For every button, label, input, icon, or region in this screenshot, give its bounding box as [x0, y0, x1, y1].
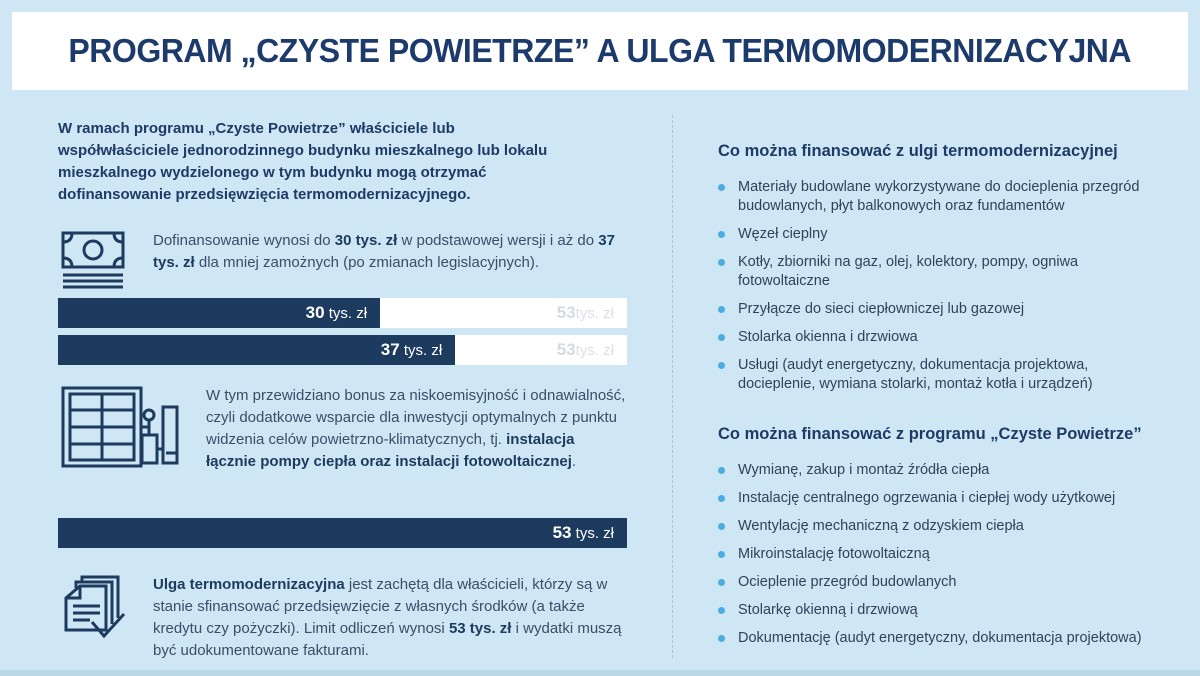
- relief-note-row: [58, 574, 627, 662]
- list-item: [718, 178, 1160, 216]
- list-item: [718, 300, 1160, 319]
- list-item-text: Instalację centralnego ogrzewania i ciepłej wody użytkowej: [738, 490, 1116, 506]
- bullet-icon: [718, 259, 725, 266]
- funding-note-text: Dofinansowanie wynosi do 30 tys. zł w podstawowej wersji i aż do 37 tys. zł dla mniej zamożnych (po zmianach legislacyjnych).: [153, 232, 615, 271]
- bullet-icon: [718, 334, 725, 341]
- list-item-text: Ocieplenie przegród budowlanych: [738, 574, 957, 590]
- list-item: [718, 328, 1160, 347]
- list-item-text: Usługi (audyt energetyczny, dokumentacja projektowa, docieplenie, wymiana stolarki, montaż kotła i urządzeń): [738, 357, 1093, 392]
- bar-limit-fill: [58, 518, 627, 548]
- bar-limit-label: 53 tys. zł: [552, 523, 614, 542]
- section-program: [718, 425, 1160, 648]
- list-item: [718, 253, 1160, 291]
- banknote-icon: [58, 230, 153, 290]
- bar-raised-track: [58, 335, 627, 365]
- list-item-text: Dokumentację (audyt energetyczny, dokumentacja projektowa): [738, 630, 1142, 646]
- bonus-note-text: W tym przewidziano bonus za niskoemisyjność i odnawialność, czyli dodatkowe wsparcie dla inwestycji optymalnych z punktu widzenia celów powietrzno-klimatycznych, tj. instalacja łącznie pompy ciepła oraz instalacji fotowoltaicznej.: [206, 387, 626, 470]
- right-column: [718, 90, 1160, 676]
- list-item: [718, 601, 1160, 620]
- list-item: [718, 517, 1160, 536]
- list-item-text: Stolarkę okienną i drzwiową: [738, 602, 918, 618]
- list-item: [718, 489, 1160, 508]
- list-item-text: Kotły, zbiorniki na gaz, olej, kolektory, pompy, ogniwa fotowoltaiczne: [738, 254, 1079, 289]
- bar-raised-fill: [58, 335, 455, 365]
- bullet-icon: [718, 467, 725, 474]
- bullet-icon: [718, 579, 725, 586]
- documents-check-icon: [58, 574, 153, 644]
- bar-basic-max-label: 53 tys. zł: [556, 303, 614, 322]
- funding-note-row: [58, 230, 627, 290]
- bullet-icon: [718, 362, 725, 369]
- left-column: [58, 90, 627, 676]
- content: [0, 90, 1200, 676]
- list-item-text: Mikroinstalację fotowoltaiczną: [738, 546, 930, 562]
- bullet-icon: [718, 523, 725, 530]
- section-program-list: [718, 461, 1160, 648]
- bar-basic-fill: [58, 298, 380, 328]
- bar-basic-label: 30 tys. zł: [305, 303, 368, 322]
- list-item: [718, 629, 1160, 648]
- bar-raised-max-label: 53 tys. zł: [556, 340, 614, 359]
- bar-limit-track: [58, 518, 627, 548]
- bullet-icon: [718, 231, 725, 238]
- bullet-icon: [718, 306, 725, 313]
- solar-heatpump-icon: [58, 385, 206, 471]
- list-item: [718, 356, 1160, 394]
- list-item-text: Wymianę, zakup i montaż źródła ciepła: [738, 462, 990, 478]
- list-item: [718, 573, 1160, 592]
- funding-bars: [58, 298, 627, 365]
- page-title: PROGRAM „CZYSTE POWIETRZE” A ULGA TERMOMODERNIZACYJNA: [68, 32, 1132, 69]
- list-item-text: Wentylację mechaniczną z odzyskiem ciepła: [738, 518, 1024, 534]
- bottom-strip: [0, 670, 1200, 676]
- section-program-heading: Co można finansować z programu „Czyste Powietrze”: [718, 425, 1142, 443]
- section-ulga: [718, 142, 1160, 394]
- list-item-text: Przyłącze do sieci ciepłowniczej lub gazowej: [738, 301, 1025, 317]
- relief-note-text: Ulga termomodernizacyjna jest zachętą dla właścicieli, którzy są w stanie sfinansować przedsięwzięcie z własnych środków (a także kredytu czy pożyczki). Limit odliczeń wynosi 53 tys. zł i wydatki muszą być udokumentowane fakturami.: [153, 576, 622, 659]
- bullet-icon: [718, 551, 725, 558]
- list-item: [718, 545, 1160, 564]
- header-bar: [12, 12, 1188, 90]
- list-item: [718, 461, 1160, 480]
- bullet-icon: [718, 184, 725, 191]
- intro-paragraph: W ramach programu „Czyste Powietrze” właściciele lub współwłaściciele jednorodzinnego budynku mieszkalnego lub lokalu mieszkalnego wydzielonego w tym budynku mogą otrzymać dofinansowanie przedsięwzięcia termomodernizacyjnego.: [58, 120, 548, 203]
- list-item-text: Materiały budowlane wykorzystywane do docieplenia przegród budowlanych, płyt balkonowych oraz fundamentów: [738, 179, 1140, 214]
- section-ulga-list: [718, 178, 1160, 394]
- list-item-text: Stolarka okienna i drzwiowa: [738, 329, 918, 345]
- bar-raised-label: 37 tys. zł: [380, 340, 443, 359]
- list-item: [718, 225, 1160, 244]
- bar-basic-track: [58, 298, 627, 328]
- bonus-note-row: [58, 385, 627, 473]
- section-ulga-heading: Co można finansować z ulgi termomodernizacyjnej: [718, 142, 1118, 160]
- bullet-icon: [718, 607, 725, 614]
- bullet-icon: [718, 495, 725, 502]
- list-item-text: Węzeł cieplny: [738, 226, 828, 242]
- bullet-icon: [718, 635, 725, 642]
